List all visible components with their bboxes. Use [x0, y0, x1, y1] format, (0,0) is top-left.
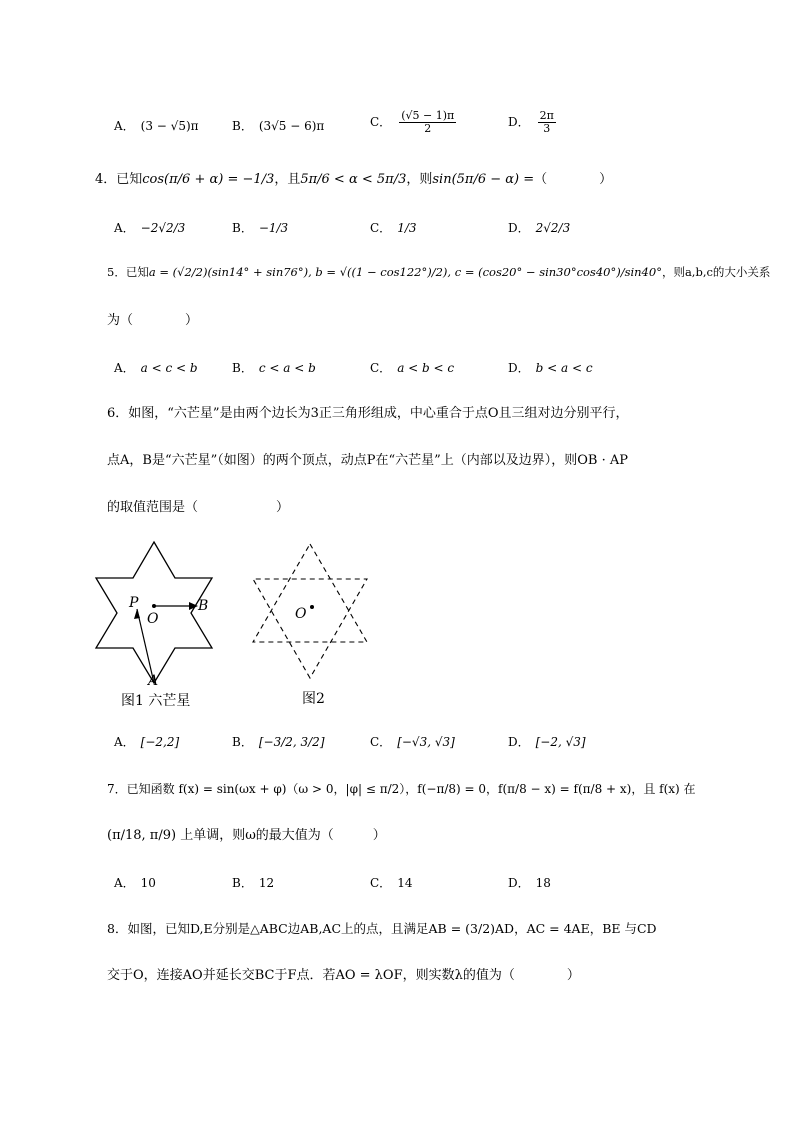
q6-stem-line3: 的取值范围是（ ）: [107, 500, 290, 515]
upward-triangle: [253, 544, 367, 642]
q8-stem-line2: 交于O，连接AO并延长交BC于F点．若AO = λOF，则实数λ的值为（ ）: [107, 968, 580, 983]
q6-option-b: B． [−3/2, 3/2]: [232, 735, 325, 749]
q5-option-d: D． b < a < c: [508, 361, 593, 375]
q3-option-b-value: (3√5 − 6)π: [258, 119, 325, 133]
label-a: A: [148, 673, 159, 685]
label-b: B: [198, 598, 209, 614]
q7-option-c: C． 14: [370, 876, 413, 890]
q7-stem-line1: 7．已知函数 f(x) = sin(ωx + φ)（ω > 0，|φ| ≤ π/2），f(−π/8) = 0，f(π/8 − x) = f(π/8 + x)，且 f(x) 在: [107, 782, 696, 796]
q5-option-c: C． a < b < c: [370, 361, 455, 375]
q3-option-b: B． (3√5 − 6)π: [232, 119, 325, 133]
figure-1-caption: 图1 六芒星: [121, 693, 191, 709]
q4-option-a: A． −2√2/3: [114, 221, 186, 235]
center-point-o-fig2: [310, 605, 314, 609]
q5-option-a: A． a < c < b: [114, 361, 198, 375]
q4-stem: 4．已知cos(π/6 + α) = −1/3，且5π/6 < α < 5π/3，则sin(5π/6 − α) =（ ）: [95, 172, 613, 187]
q6-option-c: C． [−√3, √3]: [370, 735, 455, 749]
q5-option-b: B． c < a < b: [232, 361, 316, 375]
q7-stem-line2: (π/18, π/9) 上单调，则ω的最大值为（ ）: [107, 828, 386, 843]
q4-condition-1: cos(π/6 + α) = −1/3: [142, 172, 275, 187]
q4-blank: （ ）: [534, 172, 613, 187]
q4-option-c: C． 1/3: [370, 221, 417, 235]
label-o-fig2: O: [295, 606, 307, 622]
center-point-o: [152, 604, 156, 608]
figure-2-triangles: [244, 538, 374, 688]
figure-2-caption: 图2: [302, 691, 325, 707]
label-o: O: [147, 611, 159, 627]
q6-stem-line1: 6．如图，“六芒星”是由两个边长为3正三角形组成，中心重合于点O且三组对边分别平行，: [107, 406, 629, 421]
q7-option-a: A． 10: [114, 876, 156, 890]
label-p: P: [129, 595, 139, 611]
q4-option-d: D． 2√2/3: [508, 221, 571, 235]
q6-stem-line2: 点A，B是“六芒星”（如图）的两个顶点，动点P在“六芒星”上（内部以及边界），则OB · AP: [107, 453, 629, 468]
q4-option-b: B． −1/3: [232, 221, 289, 235]
q5-expressions: a = (√2/2)(sin14° + sin76°), b = √((1 − cos122°)/2), c = (cos20° − sin30°cos40°)/sin40°: [148, 265, 662, 279]
q8-stem-line1: 8．如图，已知D,E分别是△ABC边AB,AC上的点，且满足AB = (3/2)AD，AC = 4AE，BE 与CD: [107, 921, 657, 936]
q7-option-b: B． 12: [232, 876, 275, 890]
q3-option-c-frac: $\frac{(√5 - 1)\pi}{2}$: [401, 109, 455, 135]
q6-option-d: D． [−2, √3]: [508, 735, 586, 749]
q4-target: sin(5π/6 − α) =: [432, 172, 535, 187]
figure-1-hexagram: [90, 535, 220, 685]
q3-option-a: A． (3 − √5)π: [114, 119, 199, 133]
q3-option-d-frac: $\frac{2\pi}{3}$: [539, 109, 554, 135]
q5-stem: 5．已知a = (√2/2)(sin14° + sin76°), b = √((1 − cos122°)/2), c = (cos20° − sin30°cos40°)/sin40°，则a,b,c的大小关系: [107, 265, 771, 279]
q6-option-a: A． [−2,2]: [114, 735, 180, 749]
q7-option-d: D． 18: [508, 876, 551, 890]
q3-option-c: C． $\frac{(√5 - 1)\pi}{2}$: [370, 109, 455, 135]
q5-stem-line2: 为（ ）: [107, 313, 199, 328]
q3-option-a-value: (3 − √5)π: [140, 119, 199, 133]
downward-triangle: [253, 579, 367, 678]
q3-option-d: D． $\frac{2\pi}{3}$: [508, 109, 554, 135]
q4-condition-2: 5π/6 < α < 5π/3: [300, 172, 407, 187]
